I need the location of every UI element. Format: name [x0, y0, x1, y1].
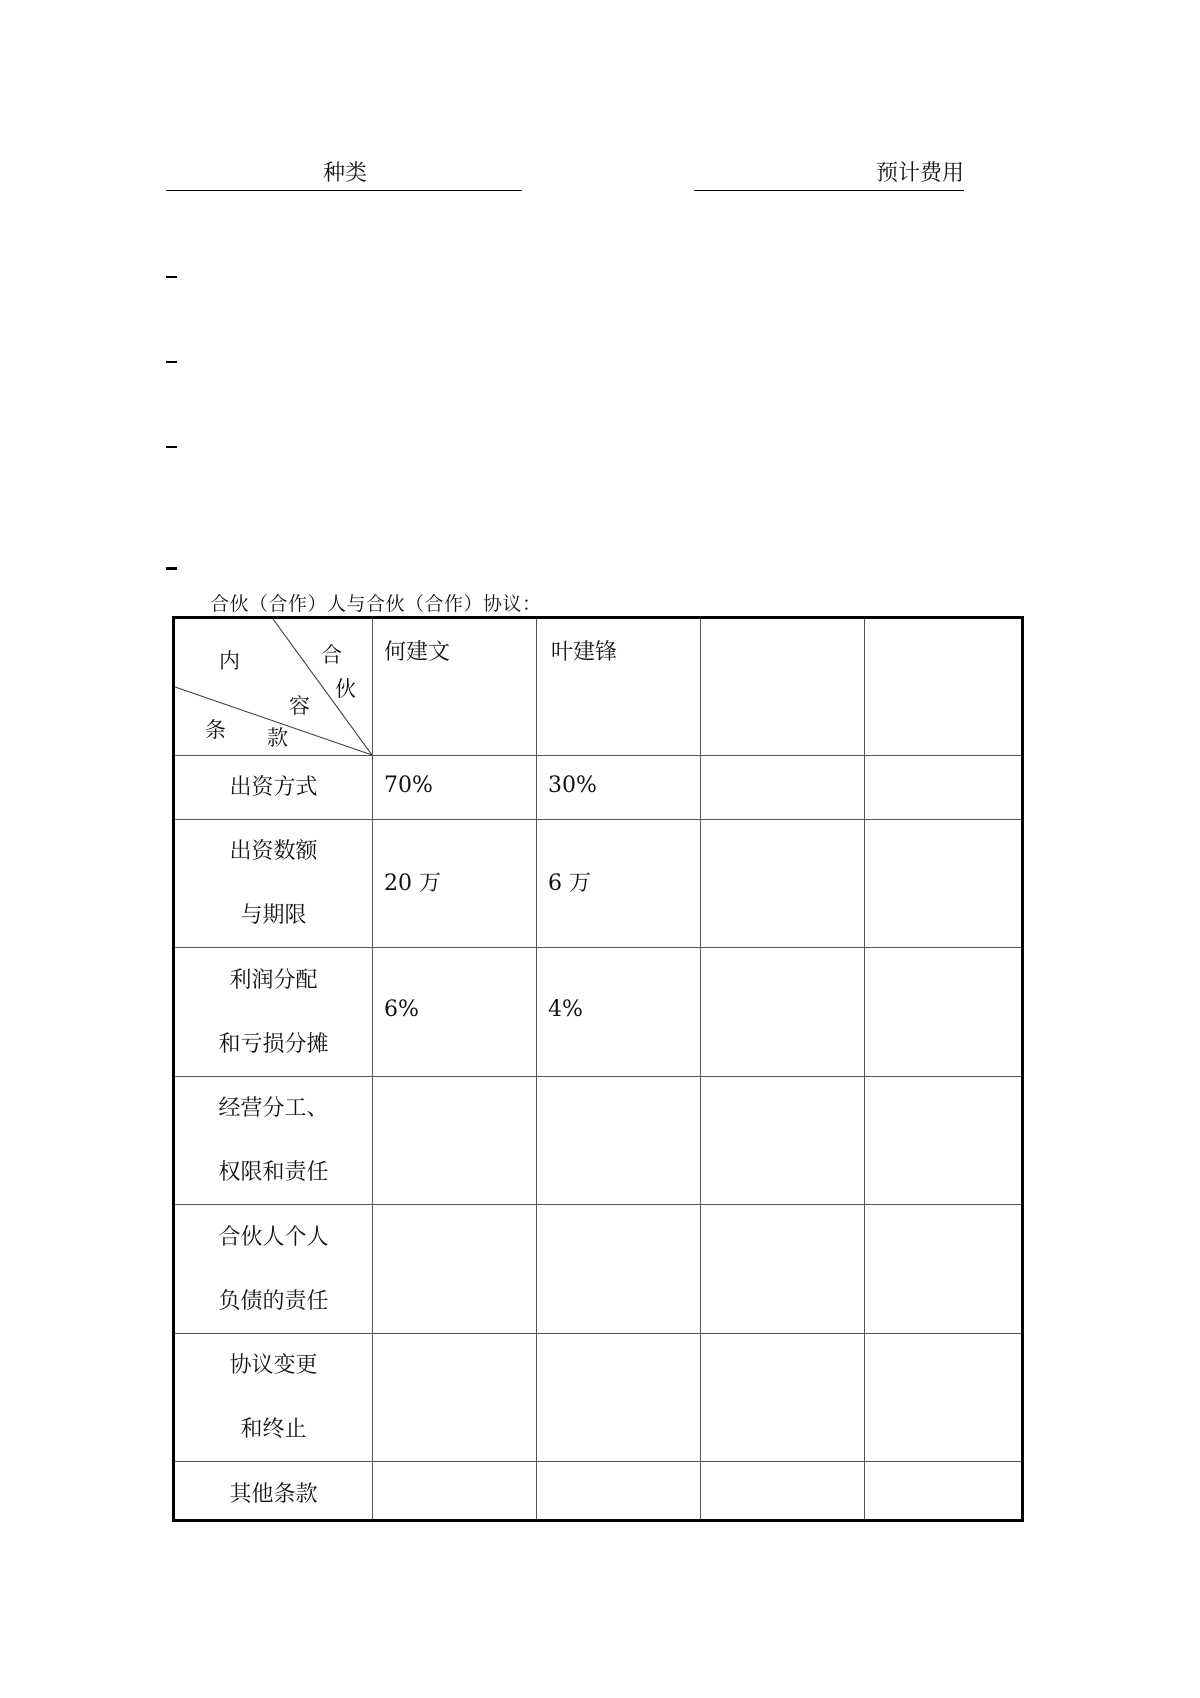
column-divider	[700, 619, 701, 1519]
corner-partner-char: 合	[321, 643, 342, 667]
table-cell: 6%	[384, 997, 419, 1022]
partner-name: 叶建锋	[551, 640, 618, 665]
table-cell: 20 万	[384, 871, 441, 896]
row-divider	[175, 947, 1021, 948]
partner-name: 何建文	[384, 640, 451, 665]
row-label: 权限和责任	[218, 1160, 329, 1185]
corner-content-char: 内	[219, 649, 240, 673]
table-caption: 合伙（合作）人与合伙（合作）协议：	[210, 593, 542, 615]
row-label: 其他条款	[229, 1482, 318, 1507]
column-divider	[372, 619, 373, 1519]
row-label: 合伙人个人	[218, 1225, 329, 1250]
cost-label: 预计费用	[875, 161, 964, 186]
row-divider	[175, 1461, 1021, 1462]
corner-clause-char: 款	[267, 726, 288, 750]
corner-partner-char: 伙	[335, 677, 356, 701]
row-label: 负债的责任	[218, 1289, 329, 1314]
row-label: 出资数额	[229, 839, 318, 864]
list-marker	[166, 361, 177, 363]
list-marker	[166, 567, 177, 570]
row-label: 与期限	[240, 903, 307, 928]
category-header	[166, 160, 522, 191]
partnership-agreement-table	[172, 616, 1024, 1522]
corner-content-char: 容	[289, 694, 310, 718]
table-cell: 70%	[384, 773, 433, 798]
row-divider	[175, 1076, 1021, 1077]
list-marker	[166, 276, 177, 278]
row-label: 协议变更	[229, 1353, 318, 1378]
row-divider	[175, 1333, 1021, 1334]
row-label: 出资方式	[229, 775, 318, 800]
row-divider	[175, 1204, 1021, 1205]
row-label: 利润分配	[229, 968, 318, 993]
row-label: 和终止	[240, 1417, 307, 1442]
list-marker	[166, 446, 177, 448]
table-cell: 30%	[548, 773, 597, 798]
row-label: 经营分工、	[218, 1096, 329, 1121]
table-cell: 6 万	[548, 871, 591, 896]
cost-header	[694, 160, 964, 191]
row-divider	[175, 819, 1021, 820]
column-divider	[536, 619, 537, 1519]
row-divider	[175, 755, 1021, 756]
column-divider	[864, 619, 865, 1519]
category-label: 种类	[323, 161, 368, 186]
table-cell: 4%	[548, 997, 583, 1022]
corner-clause-char: 条	[205, 718, 226, 742]
row-label: 和亏损分摊	[218, 1032, 329, 1057]
